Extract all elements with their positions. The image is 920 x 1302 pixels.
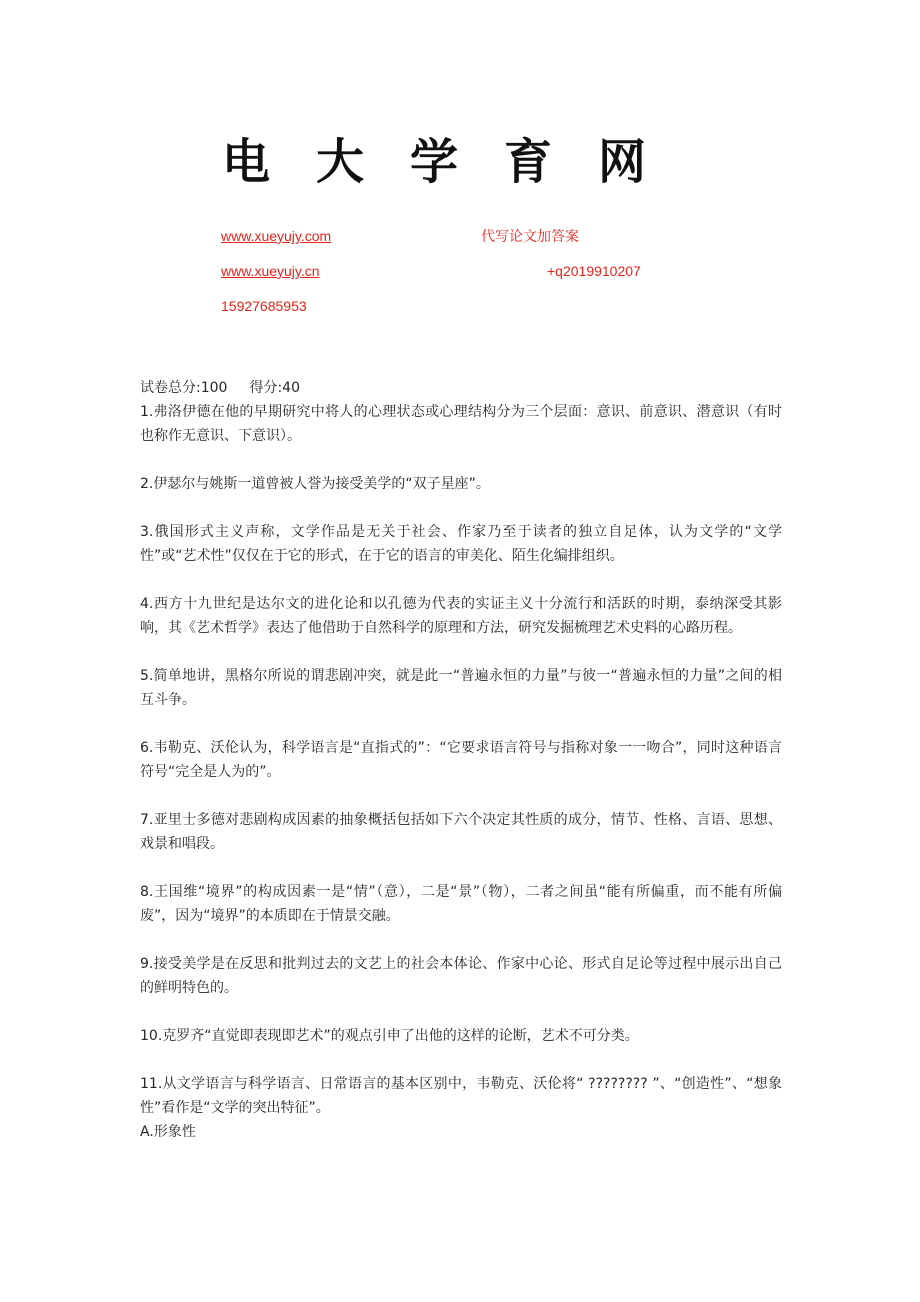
exam-content (140, 376, 782, 1144)
question-7: 7.亚里士多德对悲剧构成因素的抽象概括包括如下六个决定其性质的成分，情节、性格、言语、思想、戏景和唱段。 (140, 812, 782, 852)
question-4: 4.西方十九世纪是达尔文的进化论和以孔德为代表的实证主义十分流行和活跃的时期，泰纳深受其影响，其《艺术哲学》表达了他借助于自然科学的原理和方法，研究发掘梳理艺术史料的心路历程。 (140, 596, 782, 636)
question-1: 1.弗洛伊德在他的早期研究中将人的心理状态或心理结构分为三个层面：意识、前意识、潜意识（有时也称作无意识、下意识）。 (140, 404, 782, 444)
service-tagline: 代写论文加答案 (481, 228, 579, 244)
website-link-cn[interactable]: www.xueyujy.cn (221, 263, 320, 279)
question-11: 11.从文学语言与科学语言、日常语言的基本区别中，韦勒克、沃伦将“ ???????? ”、“创造性”、“想象性”看作是“文学的突出特征”。 (140, 1076, 782, 1116)
qq-contact: +q2019910207 (547, 263, 641, 279)
question-6: 6.韦勒克、沃伦认为，科学语言是“直指式的”：“它要求语言符号与指称对象一一吻合”，同时这种语言符号“完全是人为的”。 (140, 740, 782, 780)
question-5: 5.简单地讲，黑格尔所说的谓悲剧冲突，就是此一“普遍永恒的力量”与彼一“普遍永恒的力量”之间的相互斗争。 (140, 668, 782, 708)
phone-number: 15927685953 (221, 298, 307, 314)
question-2: 2.伊瑟尔与姚斯一道曾被人誉为接受美学的“双子星座”。 (140, 476, 490, 492)
site-title: 电大学育网 (222, 134, 693, 190)
question-3: 3.俄国形式主义声称，文学作品是无关于社会、作家乃至于读者的独立自足体，认为文学的“文学性”或“艺术性”仅仅在于它的形式，在于它的语言的审美化、陌生化编排组织。 (140, 524, 782, 564)
score-summary (140, 376, 782, 400)
question-10: 10.克罗齐“直觉即表现即艺术”的观点引申了出他的这样的论断，艺术不可分类。 (140, 1028, 639, 1044)
question-8: 8.王国维“境界”的构成因素一是“情”（意），二是“景”（物），二者之间虽“能有所偏重，而不能有所偏废”，因为“境界”的本质即在于情景交融。 (140, 884, 782, 924)
website-link-com[interactable]: www.xueyujy.com (221, 228, 332, 244)
total-score: 试卷总分:100 (140, 380, 228, 396)
question-9: 9.接受美学是在反思和批判过去的文艺上的社会本体论、作家中心论、形式自足论等过程中展示出自己的鲜明特色的。 (140, 956, 782, 996)
obtained-score: 得分:40 (249, 380, 300, 396)
option-a[interactable]: A.形象性 (140, 1124, 196, 1140)
